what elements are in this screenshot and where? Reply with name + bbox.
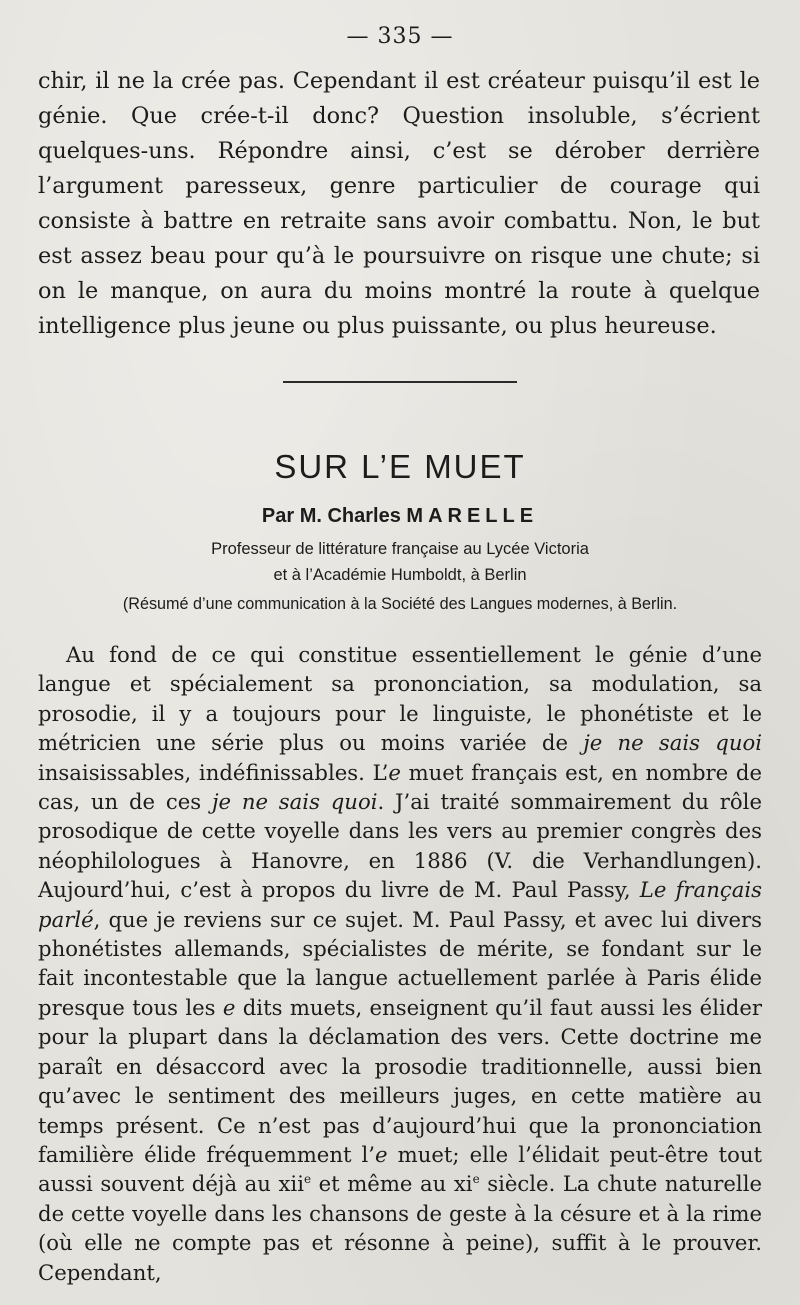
- author-affiliation-line1: Professeur de littérature française au Lycée Victoria: [211, 540, 589, 558]
- body-text: et même au: [311, 1171, 454, 1197]
- body-italic: e: [375, 1141, 388, 1167]
- section-divider: [283, 381, 517, 383]
- body-text: muet; elle l’élidait peut-être tout aussi souvent déjà au: [38, 1141, 762, 1197]
- article-title: SUR L’E MUET: [274, 448, 526, 485]
- page-number: — 335 —: [346, 24, 454, 49]
- body-italic: je ne sais quoi: [583, 730, 762, 756]
- article-note: (Résumé d’une communication à la Société des Langues modernes, à Berlin.: [122, 595, 678, 613]
- century-superscript: e: [303, 1172, 312, 1187]
- body-italic: e: [222, 994, 236, 1020]
- article-author: [0, 505, 800, 528]
- body-text: dits muets, enseignent qu’il faut aussi les élider pour la plupart dans la déclamation des vers. Cette doctrine me paraît en désaccord avec la prosodie traditionnelle, aussi bien qu’avec le sentiment des meilleurs juges, en cette matière au temps présent. Ce n’est pas d’aujourd’hui que la prononciation familière élide fréquemment l’: [38, 994, 762, 1167]
- body-text: muet français est, en nombre de cas, un de ces: [38, 759, 762, 815]
- body-text: insaisissables, indéfinissables. L’: [38, 759, 389, 785]
- author-affiliation-line2: et à l’Académie Humboldt, à Berlin: [273, 566, 527, 584]
- century-superscript: e: [472, 1172, 480, 1187]
- author-surname: MARELLE: [406, 505, 539, 527]
- century-numeral: xi: [453, 1171, 473, 1197]
- century-numeral: xii: [278, 1171, 304, 1197]
- body-text: , que je reviens sur ce sujet. M. Paul Passy, et avec lui divers phonétistes allemands, spécialistes de mérite, se fondant sur le fait incontestable que la langue actuellement parlée à Paris élide presque tous les: [38, 906, 762, 1020]
- body-italic: je ne sais quoi: [211, 789, 378, 815]
- top-paragraph: chir, il ne la crée pas. Cependant il est créateur puisqu’il est le génie. Que crée-t-il donc? Question insoluble, s’écrient quelques-uns. Répondre ainsi, c’est se dérober derrière l’argument paresseux, genre particulier de courage qui consiste à battre en retraite sans avoir combattu. Non, le but est assez beau pour qu’à le poursuivre on risque une chute; si on le manque, on aura du moins montré la route à quelque intelligence plus jeune ou plus puissante, ou plus heureuse.: [38, 68, 760, 339]
- body-text: . J’ai traité sommairement du rôle prosodique de cette voyelle dans les vers au premier congrès des néophilologues à Hanovre, en 1886 (V. die Verhandlungen). Aujourd’hui, c’est à propos du livre de M. Paul Passy,: [38, 789, 762, 903]
- body-italic: Le français parlé: [38, 877, 762, 932]
- body-italic: e: [388, 759, 401, 785]
- body-text: Au fond de ce qui constitue essentiellement le génie d’une langue et spécialement sa prononciation, sa modulation, sa prosodie, il y a toujours pour le linguiste, le phonétiste et le métricien une série plus ou moins variée de: [38, 642, 762, 756]
- author-prefix: Par M. Charles: [261, 505, 401, 527]
- body-paragraph: [38, 640, 762, 1287]
- body-text: siècle. La chute naturelle de cette voyelle dans les chansons de geste à la césure et à la rime (où elle ne compte pas et résonne à peine), suffit à le prouver. Cependant,: [38, 1171, 763, 1285]
